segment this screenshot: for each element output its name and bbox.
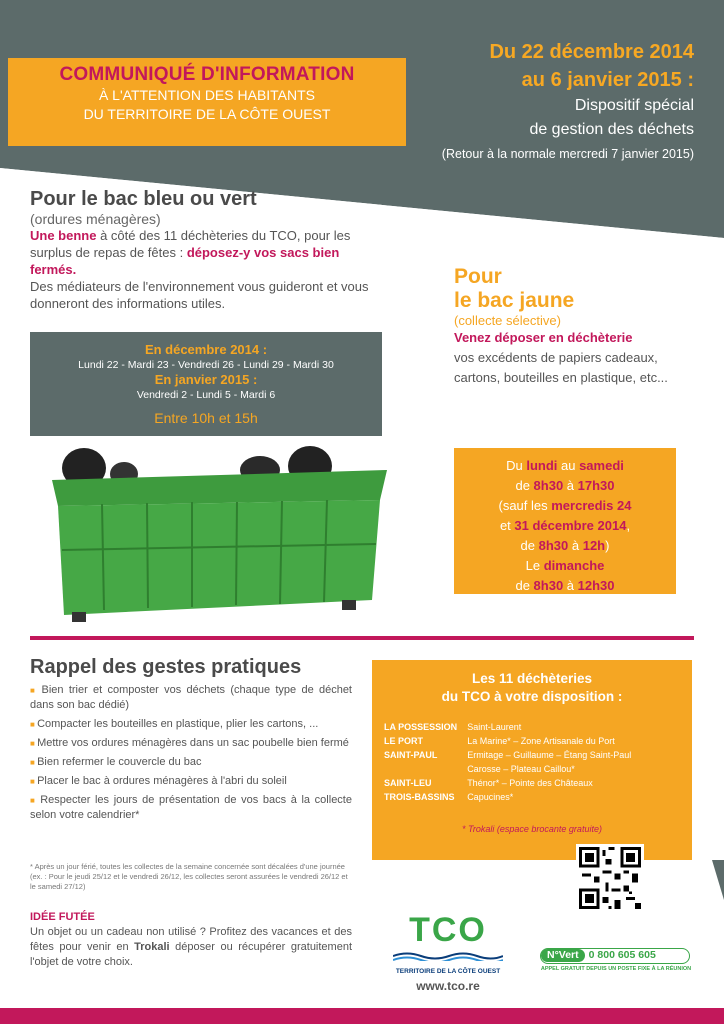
bac-bleu-subtitle: (ordures ménagères)	[30, 211, 161, 227]
hours-b: 31 décembre 2014	[514, 518, 627, 533]
hours-t: de	[520, 538, 539, 553]
logo-letters: TCO	[409, 911, 487, 949]
bac-jaune-title2: le bac jaune	[454, 289, 575, 312]
trokali-label: Trokali	[134, 941, 170, 953]
hours-box	[454, 448, 676, 594]
hours-t: Le	[525, 558, 544, 573]
hours-b: 8h30	[533, 578, 564, 593]
commune: SAINT-PAUL	[384, 750, 438, 760]
bac-bleu-p1	[30, 227, 375, 278]
list-item: ■ Mettre vos ordures ménagères dans un sac poubelle bien fermé	[30, 736, 352, 751]
bac-jaune-title1: Pour	[454, 265, 502, 288]
hours-line5: de 8h30 à 12h)	[520, 538, 610, 553]
hours-b: 8h30	[538, 538, 569, 553]
hours-b: 17h30	[577, 478, 615, 493]
hours-line2	[454, 476, 676, 496]
bottom-bar	[0, 1008, 724, 1024]
qr-code-icon[interactable]	[576, 844, 644, 912]
idee-text	[30, 925, 352, 970]
dates-box	[30, 332, 382, 436]
retour-normale: (Retour à la normale mercredi 7 janvier 2015)	[441, 147, 694, 161]
communique-box	[8, 58, 406, 146]
hours-b: 12h	[582, 538, 606, 553]
table-row	[384, 720, 641, 734]
wave-icon	[393, 951, 503, 961]
list-item: ■ Placer le bac à ordures ménagères à l'abri du soleil	[30, 774, 352, 789]
decheteries-title1: Les 11 déchèteries	[471, 671, 593, 686]
list-item: ■ Respecter les jours de présentation de vos bacs à la collecte selon votre calendrier*	[30, 793, 352, 823]
tco-logo	[388, 912, 508, 993]
rappel-note: * Après un jour férié, toutes les collectes de la semaine concernée sont décalées d'une journée (ex. : Pour le jeudi 25/12 et le vendredi 26/12, les collectes seront assurées le vendredi 26/12 et le samedi 27/12)	[30, 862, 348, 891]
table-row	[384, 748, 641, 762]
commune: TROIS-BASSINS	[384, 792, 455, 802]
bac-jaune-section	[454, 265, 704, 388]
hours-label: Entre 10h et 15h	[154, 410, 258, 426]
commune	[384, 762, 467, 776]
hours-b: samedi	[579, 458, 624, 473]
sites: Saint-Laurent	[467, 722, 522, 732]
trokali-note: * Trokali (espace brocante gratuite)	[462, 824, 602, 834]
communique-line1: À L'ATTENTION DES HABITANTS	[98, 87, 316, 103]
hours-b: mercredis 24	[551, 498, 632, 513]
bac-bleu-title: Pour le bac bleu ou vert	[30, 188, 257, 210]
bac-bleu-p2: Des médiateurs de l'environnement vous guideront et vous donneront des informations utiles.	[30, 279, 369, 311]
sacs-text: déposez-y vos sacs bien fermés.	[30, 245, 340, 277]
hours-b: dimanche	[543, 558, 605, 573]
table-row	[384, 776, 641, 790]
date-line2: au 6 janvier 2015 :	[521, 69, 694, 91]
communique-line2: DU TERRITOIRE DE LA CÔTE OUEST	[83, 106, 331, 122]
bac-jaune-bold: Venez déposer en déchèterie	[454, 330, 633, 345]
numvert-number: 0 800 605 605	[588, 949, 656, 961]
hours-t: à	[563, 578, 578, 593]
decheteries-title2: du TCO à votre disposition :	[441, 689, 623, 704]
hours-t: de	[515, 478, 534, 493]
dispositif-line1: Dispositif spécial	[574, 97, 694, 114]
hours-t: et	[499, 518, 515, 533]
hours-b: 8h30	[533, 478, 564, 493]
hours-t: au	[557, 458, 580, 473]
website-link[interactable]: www.tco.re	[416, 979, 480, 993]
decheteries-box	[372, 660, 692, 860]
table-row	[384, 734, 641, 748]
sites: La Marine* – Zone Artisanale du Port	[467, 736, 615, 746]
jan-label: En janvier 2015 :	[154, 372, 258, 387]
dec-dates: Lundi 22 - Mardi 23 - Vendredi 26 - Lundi 29 - Mardi 30	[78, 359, 334, 371]
idee-t3: déposer ou récupérer gratuitement l'objet de votre choix.	[30, 941, 353, 968]
hours-line1	[454, 456, 676, 476]
jan-dates: Vendredi 2 - Lundi 5 - Mardi 6	[136, 389, 276, 401]
bac-jaune-text: vos excédents de papiers cadeaux, cartons, bouteilles en plastique, etc...	[454, 350, 668, 385]
benne-text: à côté des 11 déchèteries du TCO, pour les surplus de repas de fêtes :	[30, 228, 351, 260]
decheteries-table	[384, 720, 641, 804]
list-item: ■ Bien refermer le couvercle du bac	[30, 755, 352, 770]
idee-t1: Un objet ou un cadeau non utilisé ? Profitez des vacances et des fêtes pour venir en	[30, 926, 352, 953]
list-item: ■ Compacter les bouteilles en plastique, plier les cartons, ...	[30, 717, 352, 732]
dec-label: En décembre 2014 :	[144, 342, 268, 357]
hours-b: 12h30	[577, 578, 615, 593]
idee-section	[30, 911, 352, 970]
commune: LE PORT	[384, 736, 424, 746]
hours-line6	[454, 556, 676, 576]
section-divider	[30, 636, 694, 640]
hours-line4: et 31 décembre 2014,	[499, 518, 631, 533]
bac-bleu-section	[30, 188, 375, 312]
numero-vert[interactable]	[540, 948, 690, 964]
header-dates	[442, 38, 694, 164]
dispositif-line2: de gestion des déchets	[529, 121, 694, 138]
logo-subtitle: TERRITOIRE DE LA CÔTE OUEST	[395, 968, 501, 975]
hours-t: (sauf les	[498, 498, 552, 513]
sites: Carosse – Plateau Caillou*	[467, 764, 575, 774]
hours-t: à	[568, 538, 583, 553]
dumpster-image	[42, 440, 402, 630]
hours-t: à	[563, 478, 578, 493]
benne-label: Une benne	[30, 228, 97, 243]
commune: LA POSSESSION	[384, 722, 458, 732]
sites: Ermitage – Guillaume – Étang Saint-Paul	[467, 750, 632, 760]
sites: Capucines*	[467, 792, 514, 802]
numvert-label: N°Vert	[541, 949, 585, 962]
table-row	[384, 790, 641, 804]
numvert-sub: APPEL GRATUIT DEPUIS UN POSTE FIXE À LA RÉUNION	[540, 966, 692, 972]
rappel-section	[30, 656, 352, 823]
hours-line7	[454, 576, 676, 596]
commune: SAINT-LEU	[384, 778, 432, 788]
hours-t: Du	[506, 458, 527, 473]
qr-code-icon	[579, 847, 641, 909]
hours-line3	[454, 496, 676, 516]
communique-title: COMMUNIQUÉ D'INFORMATION	[59, 64, 355, 85]
rappel-list	[30, 683, 352, 823]
hours-t: de	[515, 578, 534, 593]
list-item: ■ Bien trier et composter vos déchets (chaque type de déchet dans son bac dédié)	[30, 683, 352, 713]
rappel-title: Rappel des gestes pratiques	[30, 656, 302, 678]
table-row	[384, 762, 641, 776]
sites: Thénor* – Pointe des Châteaux	[467, 778, 593, 788]
date-line1: Du 22 décembre 2014	[489, 41, 694, 63]
idee-title: IDÉE FUTÉE	[30, 911, 95, 923]
bac-jaune-subtitle: (collecte sélective)	[454, 313, 561, 328]
hours-b: lundi	[526, 458, 558, 473]
